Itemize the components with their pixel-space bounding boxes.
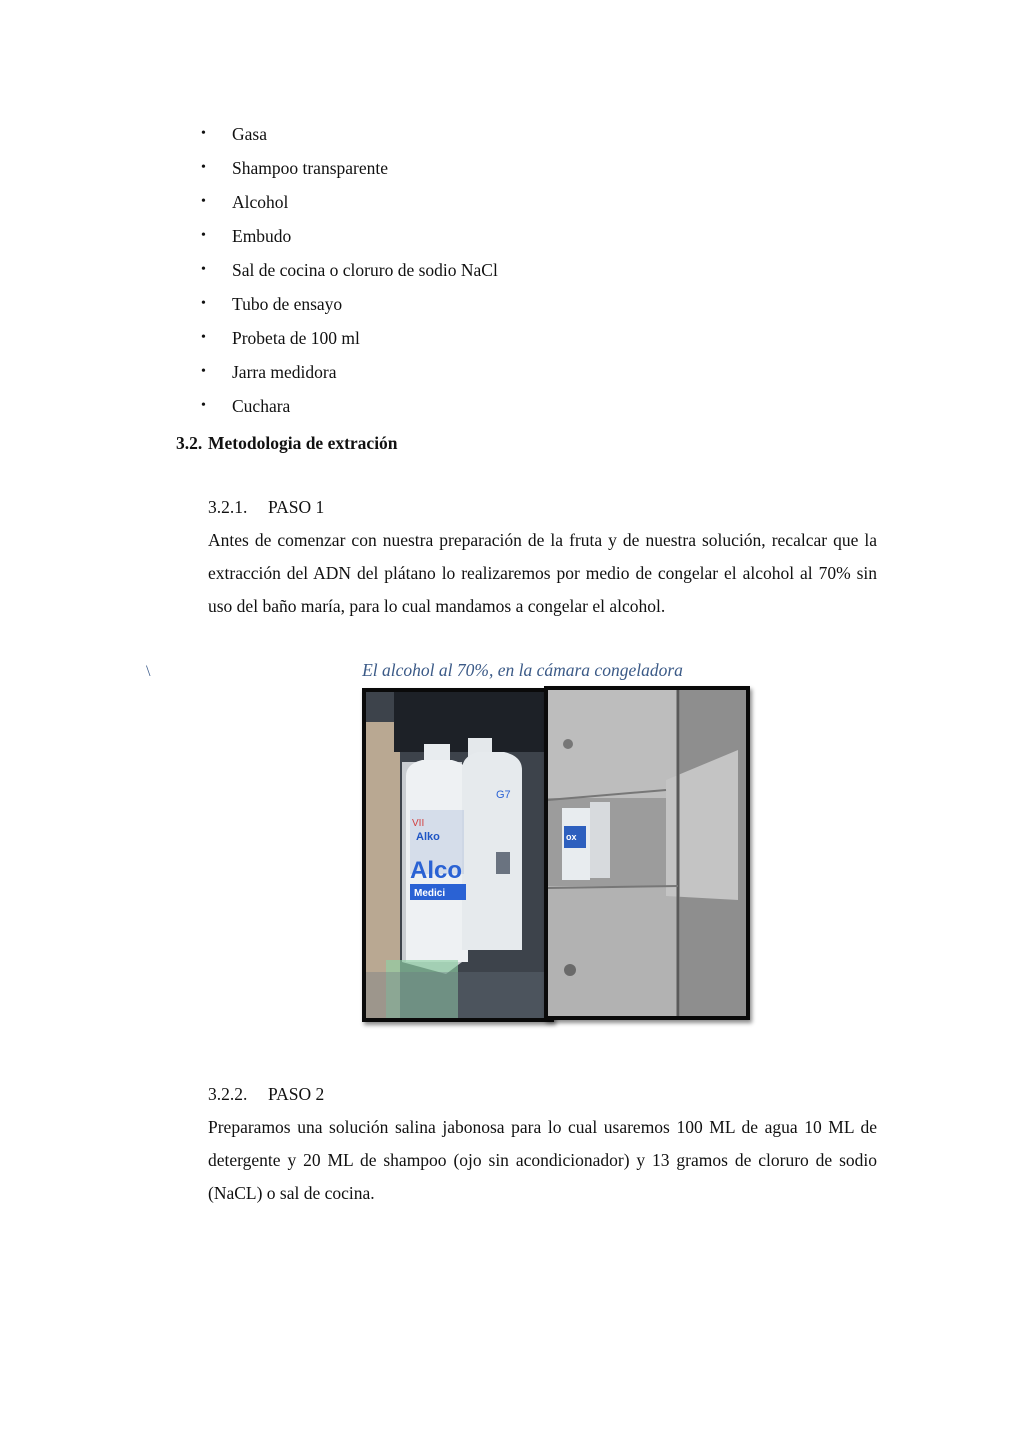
step2-title: PASO 2 — [268, 1084, 325, 1104]
list-item: • Sal de cocina o cloruro de sodio NaCl — [196, 257, 498, 291]
list-item: • Probeta de 100 ml — [196, 325, 498, 359]
step1-paragraph: Antes de comenzar con nuestra preparación de la fruta y de nuestra solución, recalcar que la extracción del ADN del plátano lo realizaremos por medio de congelar el alcohol al 70% sin uso del baño maría, para lo cual mandamos a congelar el alcohol. — [208, 530, 877, 616]
list-item: • Jarra medidora — [196, 359, 498, 393]
photo-freezer-compartment — [544, 686, 750, 1020]
bullet-icon: • — [201, 398, 206, 413]
step2-heading — [208, 1081, 324, 1107]
materials-list — [196, 121, 498, 427]
bottle-label-alko: Alko — [416, 831, 440, 843]
bullet-icon: • — [201, 296, 206, 311]
step1-heading — [208, 494, 324, 520]
section-number: 3.2. — [176, 433, 203, 453]
bullet-icon: • — [201, 126, 206, 141]
bottle-label-medici: Medici — [414, 888, 446, 899]
bullet-icon: • — [201, 330, 206, 345]
list-item: • Embudo — [196, 223, 498, 257]
bullet-icon: • — [201, 228, 206, 243]
list-item: • Alcohol — [196, 189, 498, 223]
list-item: • Tubo de ensayo — [196, 291, 498, 325]
list-item: • Gasa — [196, 121, 498, 155]
bullet-icon: • — [201, 160, 206, 175]
section-heading — [176, 430, 398, 456]
step1-title: PASO 1 — [268, 497, 325, 517]
caption-anchor-mark: \ — [146, 663, 151, 680]
list-item: • Shampoo transparente — [196, 155, 498, 189]
bottle-label-ox: ox — [566, 832, 577, 842]
bottle-label-vii: VII — [412, 818, 425, 829]
bottle-label-g7: G7 — [496, 789, 511, 801]
bullet-icon: • — [201, 194, 206, 209]
bullet-icon: • — [201, 262, 206, 277]
figure-caption: El alcohol al 70%, en la cámara congeladora — [362, 660, 683, 680]
figure-photos — [362, 686, 752, 1024]
step2-number: 3.2.2. — [208, 1084, 248, 1104]
photo-alcohol-bottles — [362, 688, 554, 1022]
bottle-label-alco: Alco — [410, 857, 463, 884]
list-item: • Cuchara — [196, 393, 498, 427]
section-title: Metodologia de extración — [208, 433, 398, 453]
bullet-icon: • — [201, 364, 206, 379]
step1-number: 3.2.1. — [208, 497, 248, 517]
step2-paragraph: Preparamos una solución salina jabonosa para lo cual usaremos 100 ML de agua 10 ML de detergente y 20 ML de shampoo (ojo sin acondicionador) y 13 gramos de cloruro de sodio (NaCL) o sal de cocina. — [208, 1117, 877, 1203]
